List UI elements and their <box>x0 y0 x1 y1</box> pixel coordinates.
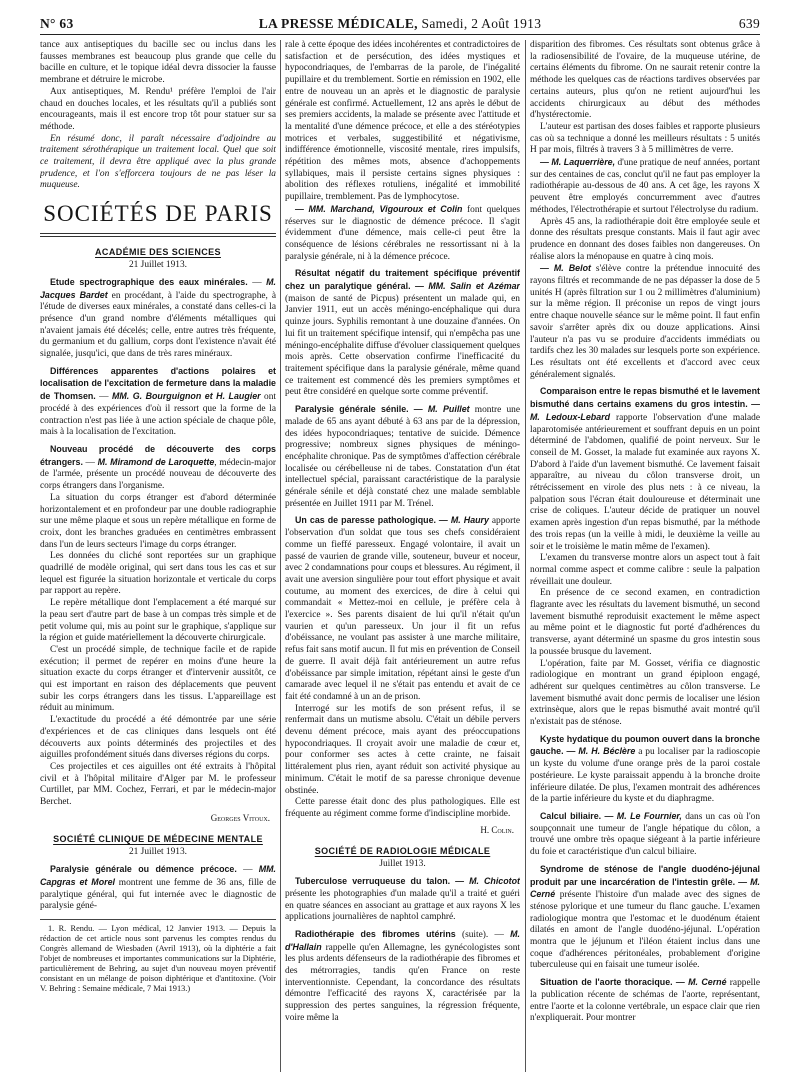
article-author: — M. Le Fournier, <box>604 811 682 821</box>
article-title: Nouveau procédé de découverte des corps étrangers. <box>40 443 276 467</box>
article-text: médecin-major de l'armée, présente un procédé nouveau de découverte des corps étrangers dans l'organisme. <box>40 457 276 492</box>
article <box>285 876 520 924</box>
article: Différences apparentes d'actions polaires et localisation de l'excitation de fermeture dans la maladie de Thomsen. — MM. G. Bourguignon et H. Laugier ont procédé à des expériences d'où il ressort que la forme de la contraction n'est pas liée à une action spéciale de chaque pôle, mais à la localisation de l'excitation. <box>40 365 276 438</box>
article-text: s'élève contre la prétendue innocuité des rayons filtrés et recommande de ne pas dépasser la dose de 5 unités H (après filtration sur 1 ou 2 millimètres d'aluminium) sur la même région. Il préconise un repos de vingt jours entre chaque nouvelle séance sur le même point. Il faut enfin savoir s'arrêter après dix ou douze applications. Ainsi l'auteur n'a pas vu se produire d'accidents immédiats ou tardifs chez les 30 malades sur lesquels porte son expérience. Les résultats ont été excellents et d'accord avec ceux généralement signalés. <box>530 264 760 380</box>
article-text: montrent une femme de 36 ans, fille de paralytique général, qui fut internée avec le diagnostic de paralysie géné- <box>40 877 276 912</box>
article-text: rappelle qu'en Allemagne, les gynécologistes sont les plus ardents défenseurs de la radiothérapie des fibromes et des métrorragies, tandis qu'en France on reste interventionniste. Cependant, la concordance des résultats démontre l'efficacité des rayons X, caractérisée par la suppression des pertes sanguines, la régression fréquente, voire même la <box>285 942 520 1023</box>
article: Radiothérapie des fibromes utérins (suite). — M. d'Hallain rappelle qu'en Allemagne, les gynécologistes sont les plus ardents défenseurs de la radiothérapie des fibromes et des métrorragies, tandis qu'en France on reste interventionniste. Cependant, la concordance des résultats démontre l'efficacité des rayons X, caractérisée par la suppression des pertes sanguines, la régression fréquente, voire même la <box>285 928 520 1023</box>
article-text: montre une malade de 65 ans ayant débuté à 63 ans par de la dépression, des idées hypocondriaques; tentative de suicide. Démence progressive; nombreux signes physiques de méningo-encéphalite chronique. Pas de symptômes d'affection cérébrale localisée ou cérébelleuse ni de tabes. Constatation d'un état intellectuel spécial, paraissant caractéristique de la paralysie générale sénile et déjà constaté chez une malade semblable présentée en Juillet 1911 par M. Trénel. <box>285 405 520 509</box>
column-1 <box>40 40 276 1072</box>
paragraph: C'est un procédé simple, de technique facile et de rapide exécution; il permet de repérer en moins d'une heure la situation exacte du corps étranger et d'intervenir aussitôt, ce qui est important en raison des déplacements que peuvent subir les corps étrangers dans les tissus. L'appareillage est réduit au minimum. <box>40 644 276 714</box>
issue-number: N° 63 <box>40 16 74 31</box>
society-name: ACADÉMIE DES SCIENCES <box>95 247 221 258</box>
article-text: apporte l'observation d'un soldat que tous ses chefs considéraient comme un fieffé paresseux. Engagé volontaire, il avait un passé de vaurien de grande ville, souteneur, buveur et noceur, avec 2 condamnations pour coups et blessures. Au régiment, il avait une aversion singulière pour tout effort physique et avait coutume, au moment des exercices, de dire à celui qui commandait « Mettez-moi en cellule, je préfère cela à l'exercice ». Ses parents disaient de lui qu'il n'était qu'un vaurien et qu'un paresseux. Un jour il fit un refus d'obéissance, ne voulant pas assister à une marche militaire, refus fait sans motif aucun. Il fut mis en prévention de Conseil de guerre. Il avait déjà fait antérieurement un autre refus d'obéissance par simple imitation, répétant ainsi le geste d'un camarade avec lequel il ne s'était pas entendu et avait de ce fait été condamné à un an de prison. <box>285 516 520 702</box>
column-divider <box>280 40 281 1072</box>
article-title: Calcul biliaire. <box>540 811 602 821</box>
article <box>530 977 760 1025</box>
section-heading: SOCIÉTÉS DE PARIS <box>43 201 273 227</box>
signature: Georges Vitoux. <box>210 812 270 823</box>
article-text: (maison de santé de Picpus) présentent un malade qui, en Janvier 1911, eut un accès méningo-encéphalique qui dura quinze jours. Syphilis remontant à une douzaine d'années. On lui fit un traitement spécifique intensif, qui n'empêcha pas une méningo-encéphalite diffuse d'évoluer classiquement quelques mois après. Cette observation confirme l'inefficacité du traitement spécifique dans la paralysie générale, même quand ce traitement est commencé dès les premiers symptômes et peut être considéré en quelque sorte comme préventif. <box>285 293 520 398</box>
article-text: ont procédé à des expériences d'où il ressort que la forme de la contraction n'est pas liée à une action spéciale de chaque pôle, mais à la localisation de l'excitation. <box>40 392 276 438</box>
article-title: Situation de l'aorte thoracique. <box>540 977 673 988</box>
running-header <box>40 14 760 36</box>
article <box>285 268 520 399</box>
issue-date: Samedi, 2 Août 1913 <box>421 16 542 31</box>
paragraph: Cette paresse était donc des plus pathologiques. Elle est fréquente au régiment comme forme d'indiscipline morbide. <box>285 797 520 819</box>
paragraph: Ces projectiles et ces aiguilles ont été extraits à l'hôpital civil et à l'hôpital militaire d'Alger par M. le professeur Curtillet, par MM. Cochez, Ferrari, et par le médecin-major Berchet. <box>40 761 276 808</box>
signature: H. Colin. <box>480 824 514 835</box>
paragraph: Les données du cliché sont reportées sur un graphique quadrillé de modèle original, qui sert dans tous les cas et sur lequel est figurée la situation horizontale et verticale du corps par rapport au repère. <box>40 551 276 597</box>
article-author: — M. Laquerrière, <box>540 157 616 168</box>
article-author: — M. Cerné <box>530 876 760 900</box>
paragraph: La situation du corps étranger est d'abord déterminée horizontalement et en profondeur par une double radiographie sur une même plaque et sous un repère métallique en forme de croix, dont les branches graduées en centimètres embrassent dans l'un de leurs secteurs l'image du corps étranger. <box>40 492 276 550</box>
article-title: Paralysie générale ou démence précoce. <box>50 864 237 875</box>
paragraph <box>530 263 760 381</box>
article-title: Paralysie générale sénile. <box>295 404 409 415</box>
article-text: présente l'histoire d'un malade avec des signes de sténose pylorique et une tumeur du flanc gauche. L'examen radiologique montra que l'estomac et le duodénum étaient dilatés en amont de l'angle duodéno-jéjunal. L'opération montra que le jéjunum et l'iléon étaient inclus dans une coque d'adhérences péritonéales, probablement d'origine tuberculeuse qui en faisait une tumeur isolée. <box>530 890 760 971</box>
column-divider <box>525 40 526 1072</box>
article-author: M. Jacques Bardet <box>40 276 276 300</box>
paragraph: disparition des fibromes. Ces résultats sont obtenus grâce à la radiosensibilité de l'ovaire, de la muqueuse utérine, de certains éléments du fibrome. On ne saurait retenir contre la méthode les quelques cas de réactions tardives observées par certains auteurs, plus qu'on ne retient aujourd'hui les accidents chirurgicaux au début des méthodes d'hystérectomie. <box>530 40 760 121</box>
article-author: — M. Cerné <box>675 977 727 988</box>
paragraph: En résumé donc, il paraît nécessaire d'adjoindre au traitement sérothérapique un traitement local. Quel que soit ce traitement, il devra être appliqué avec la plus grande prudence, et l'on s'efforcera toujours de ne pas léser la muqueuse. <box>40 133 276 191</box>
article-author: — M. Ledoux-Lebard <box>530 399 760 422</box>
article-author: — MM. Marchand, Vigouroux et Colin <box>295 203 463 214</box>
article-text: présente les photographies d'un malade qu'il a traité et guéri en quatre séances en associant au grattage et aux rayons X les applications journalières de naphtol camphré. <box>285 888 520 923</box>
article-text: en procédant, à l'aide du spectrographe, à l'étude de diverses eaux minérales, a constaté dans celles-ci la présence d'un grand nombre d'éléments métalliques qui n'avaient jamais été décelés; celle, entre autres très fréquente, du germanium et du gallium, corps dont l'existence n'avait été signalée, jusqu'ici, que dans de très rares minéraux. <box>40 290 276 360</box>
article-text: rapporte l'observation d'une malade laparotomisée antérieurement et souffrant depuis en un point déterminé de l'abdomen, qualifié de point nerveux. Sur le conseil de M. Gosset, la malade fut examinée aux rayons X. D'abord à l'aide d'un lavement bismuthé. Ce lavement faisait apparaître, au niveau du côlon transverse droit, un rétrécissement en virole des plus nets : à ce niveau, la palpation sous l'écran était douloureuse et déterminait une crise de coliques. L'auteur décide de pratiquer un nouvel examen après ingestion d'un repas bismuthé, par la méthode des trois repas (un la veille à midi, le deuxième la veille au soir et le troisième le matin même de l'examen). <box>530 412 760 552</box>
paragraph <box>285 204 520 264</box>
page-number: 639 <box>738 16 760 31</box>
article-text: rappelle la publication récente de schémas de l'aorte, représentant, entre l'aorte et la colonne vertébrale, un espace clair que rien n'expliquerait. Pour montrer <box>530 978 760 1024</box>
article-author: M. d'Hallain <box>285 928 520 952</box>
article-title: Résultat négatif du traitement spécifique préventif chez un paralytique général. <box>285 268 520 292</box>
society-name: SOCIÉTÉ DE RADIOLOGIE MÉDICALE <box>314 846 491 857</box>
article-title: Différences apparentes d'actions polaires et localisation de l'excitation de fermeture dans la maladie de Thomsen. <box>40 365 276 402</box>
article-title: Syndrome de sténose de l'angle duodéno-jéjunal produit par une incarcération de l'intestin grêle. <box>530 863 760 887</box>
article-author: — M. Belot <box>540 263 591 274</box>
journal-title: LA PRESSE MÉDICALE, <box>258 16 418 31</box>
footnote-text: 1. R. Rendu. — Lyon médical, 12 Janvier 1913. — Depuis la rédaction de cet article nous sont parvenus les comptes rendus du Congrès allemand de Wiesbaden (Avril 1913), où la diphtérie a fait l'objet de nombreuses et importantes communications sur la Diphtérie, particulièrement de Behring, au sujet d'un nouveau moyen préventif consistant en un mélange de poison diphtérique et d'antitoxine. (Voir V. Behring : Semaine médicale, 7 Mai 1913.) <box>40 924 276 993</box>
column-2 <box>285 40 520 1072</box>
paragraph: Le repère métallique dont l'emplacement a été marqué sur la peau sert d'autre part de base à un compas très simple et de petit volume qui, mis au point sur le graphique, s'applique sur la région et guide matériellement la découverte chirurgicale. <box>40 598 276 644</box>
paragraph: rale à cette époque des idées incohérentes et contradictoires de satisfaction et de persécution, des idées mystiques et hypocondriaques, de l'embarras de la parole, de l'inégalité pupillaire et du tremblement. Sortie en rémission en 1902, elle entre de nouveau un an après et le diagnostic de paralysie générale est confirmé. Actuellement, 12 ans après le début de ses premiers accidents, la malade se présente avec l'attitude et la mentalité d'une démence précoce, et elle a des stéréotypies motrices et verbales, suggestibilité et négativisme, indifférence émotionnelle, viscosité mentale, rires impulsifs, répétition des mêmes mots, absence d'achoppements syllabiques, mais il persiste certains signes physiques : abolition des réflexes rotuliens, inégalité et immobilité pupillaire, tremblement. Pas de lymphocytose. <box>285 40 520 203</box>
article-author: MM. G. Bourguignon et H. Laugier <box>111 391 261 402</box>
paragraph: Aux antiseptiques, M. Rendu¹ préfère l'emploi de l'air chaud en douches locales, et les résultats qu'il a publiés sont encourageants, mais il est encore trop tôt pour statuer sur sa méthode. <box>40 86 276 132</box>
article <box>530 386 760 553</box>
article: Paralysie générale ou démence précoce. — MM. Capgras et Morel montrent une femme de 36 ans, fille de paralytique général, qui fut internée avec le diagnostic de paralysie géné- <box>40 864 276 912</box>
paragraph: L'exactitude du procédé a été démontrée par une série d'expériences et de cas cliniques dans lesquels ont été découverts aux points déterminés des projectiles et des aiguilles profondément situés dans diverses régions du corps. <box>40 715 276 761</box>
article-text: d'une pratique de neuf années, portant sur des centaines de cas, conclut qu'il ne faut pas employer la radiothérapie au-dessous de 40 ans. A cet âge, les rayons X peuvent être employés concurremment avec d'autres méthodes, l'électrothérapie et surtout l'électrolyse du radium. <box>530 158 760 215</box>
article-author: M. Miramond de Laroquette <box>97 456 215 467</box>
footnote <box>40 919 276 994</box>
article-title: Radiothérapie des fibromes utérins <box>295 928 456 939</box>
article: Etude spectrographique des eaux minérales. — M. Jacques Bardet en procédant, à l'aide du spectrographe, à l'étude de diverses eaux minérales, a constaté dans celles-ci la présence d'un grand nombre d'éléments métalliques qui n'avaient jamais été décelés; celle, entre autres très fréquente, du germanium et du gallium, corps dont l'existence n'avait été signalée, jusqu'ici, que dans de très rares minéraux. <box>40 276 276 360</box>
article-title: Un cas de paresse pathologique. <box>295 515 436 526</box>
header-rule <box>40 34 760 35</box>
article <box>530 811 760 859</box>
article <box>285 515 520 703</box>
article-text: font quelques réserves sur le diagnostic de démence précoce. Il s'agit évidemment d'une démence, mais celle-ci peut être la conséquence de lésions cérébrales ne ressortissant ni à la paralysie générale, ni à la démence précoce. <box>285 204 520 262</box>
column-3 <box>530 40 760 1072</box>
double-rule <box>40 233 276 237</box>
article: Nouveau procédé de découverte des corps étrangers. — M. Miramond de Laroquette, médecin-major de l'armée, présente un procédé nouveau de découverte des corps étrangers dans l'organisme. <box>40 443 276 492</box>
article-text: a pu localiser par la radioscopie un kyste du volume d'une orange près de la paroi costale postérieure. Le kyste paraissait appendu à la bronche droite inférieure dilatée. De plus, l'examen montrait des adhérences de la partie inférieure du kyste et du diaphragme. <box>530 747 760 805</box>
paragraph: L'opération, faite par M. Gosset, vérifia ce diagnostic radiologique en montrant un grand épiploon engagé, adhérent sur quelques centimètres au côlon transverse. Le lavement bismuthé avait donc permis de localiser une lésion extrinsèque, alors que le repas bismuthé avait montré qu'il n'existait pas de sténose. <box>530 658 760 728</box>
article-author: — M. H. Béclère <box>566 746 636 757</box>
article-text: dans un cas où l'on soupçonnait une tumeur de l'angle hépatique du côlon, a trouvé une ombre très opaque siégeant à la partie inférieure du foie et caractéristique d'un calcul biliaire. <box>530 812 760 858</box>
paragraph: L'auteur est partisan des doses faibles et rapporte plusieurs cas où sa technique a donné les meilleurs résultats : 5 unités H par mois, filtrés à travers 3 à 5 millimètres de verre. <box>530 121 760 156</box>
article-title: Kyste hydatique du poumon ouvert dans la bronche gauche. <box>530 733 760 757</box>
article-author: — MM. Salin et Azémar <box>414 281 520 292</box>
session-date: Juillet 1913. <box>379 859 426 870</box>
article-author: — M. Puillet <box>413 404 470 415</box>
article-author: — M. Chicotot <box>455 876 520 887</box>
paragraph <box>530 157 760 217</box>
article <box>285 404 520 510</box>
article <box>530 864 760 972</box>
society-name: SOCIÉTÉ CLINIQUE DE MÉDECINE MENTALE <box>53 834 263 845</box>
article-title: Comparaison entre le repas bismuthé et le lavement bismuthé dans certains examens du gros intestin. <box>530 386 760 410</box>
article <box>530 734 760 806</box>
paragraph: Après 45 ans, la radiothérapie doit être employée seule et donne des résultats presque constants. Mais il faut agir avec prudence en donnant des doses faibles non dangereuses. On réalise alors la ménopause en quatre à cinq mois. <box>530 216 760 262</box>
session-date: 21 Juillet 1913. <box>128 260 188 271</box>
paragraph: En présence de ce second examen, en contradiction flagrante avec les résultats du lavement bismuthé, un second lavement bismuthé reproduisit exactement le même aspect au même point et le diagnostic fut porté d'adhérences du transverse, ayant déterminé un spasme du gros intestin sous la poussée brusque du lavement. <box>530 588 760 657</box>
article-author: — M. Haury <box>438 515 489 526</box>
article-title: Tuberculose verruqueuse du talon. <box>295 876 451 887</box>
article-author: MM. Capgras et Morel <box>40 864 276 887</box>
article-title: Etude spectrographique des eaux minérales. <box>50 276 248 287</box>
paragraph: Interrogé sur les motifs de son présent refus, il se renfermait dans un mutisme absolu. C'était un débile pervers devenu dément précoce, mais ayant des préoccupations hypocondriaques. Il croyait avoir une maladie de cœur et, pour conformer ses actes à cette crainte, ne faisait littéralement plus rien, ayant réduit son activité physique au minimum. C'était le motif de sa paresse chronique devenue obstinée. <box>285 703 520 796</box>
paragraph: tance aux antiseptiques du bacille sec ou inclus dans les fausses membranes est beaucoup plus grande que celle du bacille en culture, et le topique idéal devra dissocier la fausse membrane et détruire le microbe. <box>40 40 276 86</box>
paragraph: L'examen du transverse montre alors un aspect tout à fait normal comme aspect et comme calibre : seule la palpation réveillait une douleur. <box>530 553 760 587</box>
session-date: 21 Juillet 1913. <box>128 847 188 858</box>
